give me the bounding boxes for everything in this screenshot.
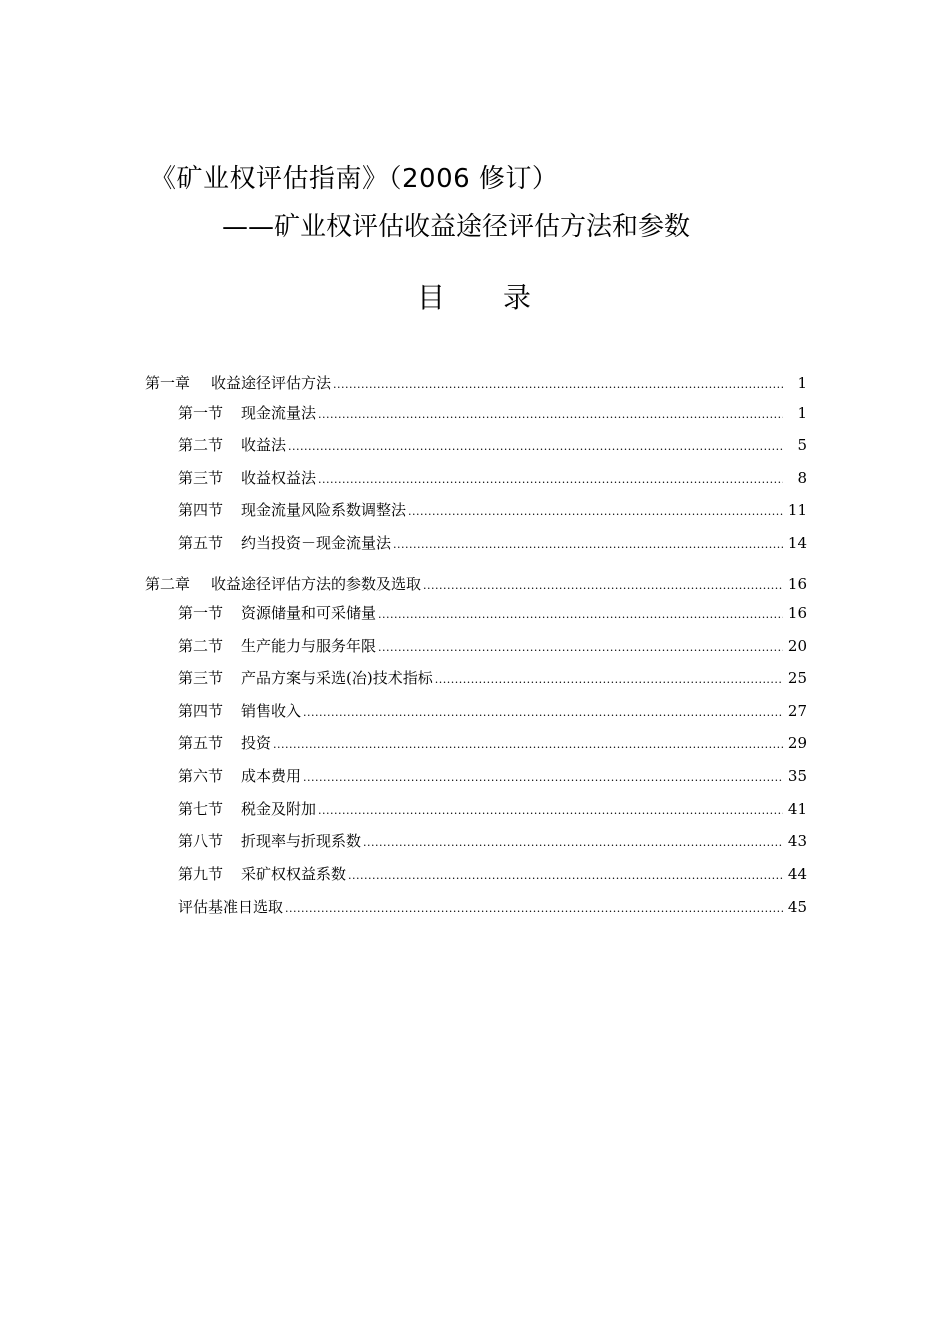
toc-entry-number: 第一节: [178, 604, 224, 622]
toc-dot-leader: [318, 800, 783, 822]
toc-entry-label: 采矿权权益系数: [241, 865, 347, 883]
toc-dot-leader: [408, 501, 783, 523]
toc-entry-number: 第二章: [145, 575, 191, 593]
toc-entry-page: 1: [797, 374, 807, 392]
toc-dot-leader: [423, 575, 783, 597]
toc-entry-section[interactable]: [178, 499, 807, 521]
toc-dot-leader: [378, 637, 783, 659]
toc-entry-label: 收益权益法: [241, 469, 317, 487]
toc-dot-leader: [318, 469, 783, 491]
toc-entry-page: 29: [787, 734, 807, 752]
document-title: 《矿业权评估指南》（2006 修订）: [150, 164, 559, 194]
toc-entry-number: 第一章: [145, 374, 191, 392]
toc-entry-section[interactable]: [178, 896, 807, 918]
toc-entry-page: 45: [787, 898, 807, 916]
toc-entry-label: 折现率与折现系数: [241, 832, 362, 850]
toc-entry-section[interactable]: [178, 667, 807, 689]
toc-entry-page: 16: [787, 604, 807, 622]
toc-entry-section[interactable]: [178, 635, 807, 657]
toc-entry-number: 第四节: [178, 702, 224, 720]
toc-entry-label: 约当投资－现金流量法: [241, 534, 392, 552]
toc-heading: 目录: [416, 281, 589, 314]
toc-entry-number: 第六节: [178, 767, 224, 785]
toc-entry-label: 评估基准日选取: [178, 898, 284, 916]
toc-entry-section[interactable]: [178, 732, 807, 754]
toc-entry-section[interactable]: [178, 532, 807, 554]
toc-entry-section[interactable]: [178, 700, 807, 722]
toc-entry-page: 20: [787, 637, 807, 655]
toc-entry-page: 11: [787, 501, 807, 519]
toc-entry-page: 43: [787, 832, 807, 850]
toc-dot-leader: [333, 374, 783, 396]
toc-entry-label: 收益法: [241, 436, 287, 454]
toc-entry-number: 第五节: [178, 734, 224, 752]
toc-entry-page: 5: [797, 436, 807, 454]
toc-entry-section[interactable]: [178, 602, 807, 624]
toc-entry-number: 第四节: [178, 501, 224, 519]
toc-entry-label: 收益途径评估方法: [211, 374, 332, 392]
toc-entry-page: 8: [797, 469, 807, 487]
toc-entry-label: 生产能力与服务年限: [241, 637, 377, 655]
toc-entry-page: 35: [787, 767, 807, 785]
toc-entry-page: 1: [797, 404, 807, 422]
toc-entry-number: 第五节: [178, 534, 224, 552]
toc-entry-section[interactable]: [178, 765, 807, 787]
toc-entry-chapter-2[interactable]: [145, 573, 807, 595]
toc-dot-leader: [303, 767, 783, 789]
toc-entry-section[interactable]: [178, 830, 807, 852]
toc-entry-section[interactable]: [178, 467, 807, 489]
toc-entry-label: 资源储量和可采储量: [241, 604, 377, 622]
toc-dot-leader: [363, 832, 783, 854]
toc-entry-page: 41: [787, 800, 807, 818]
toc-dot-leader: [318, 404, 783, 426]
toc-dot-leader: [378, 604, 783, 626]
toc-entry-number: 第三节: [178, 669, 224, 687]
toc-entry-page: 44: [787, 865, 807, 883]
toc-entry-number: 第一节: [178, 404, 224, 422]
toc-entry-page: 14: [787, 534, 807, 552]
toc-dot-leader: [348, 865, 783, 887]
toc-entry-label: 产品方案与采选(冶)技术指标: [241, 669, 433, 687]
toc-entry-section[interactable]: [178, 434, 807, 456]
toc-entry-page: 16: [787, 575, 807, 593]
toc-entry-label: 现金流量风险系数调整法: [241, 501, 407, 519]
toc-entry-number: 第八节: [178, 832, 224, 850]
toc-entry-number: 第九节: [178, 865, 224, 883]
toc-entry-label: 现金流量法: [241, 404, 317, 422]
toc-entry-section[interactable]: [178, 798, 807, 820]
toc-dot-leader: [288, 436, 783, 458]
toc-dot-leader: [393, 534, 783, 556]
toc-dot-leader: [303, 702, 783, 724]
toc-entry-number: 第二节: [178, 436, 224, 454]
document-subtitle: ——矿业权评估收益途径评估方法和参数: [222, 212, 691, 242]
toc-entry-label: 销售收入: [241, 702, 302, 720]
toc-entry-number: 第七节: [178, 800, 224, 818]
toc-dot-leader: [273, 734, 783, 756]
toc-entry-label: 投资: [241, 734, 272, 752]
toc-dot-leader: [435, 669, 783, 691]
toc-entry-section[interactable]: [178, 863, 807, 885]
toc-entry-label: 收益途径评估方法的参数及选取: [211, 575, 422, 593]
toc-entry-page: 27: [787, 702, 807, 720]
toc-entry-number: 第二节: [178, 637, 224, 655]
toc-entry-page: 25: [787, 669, 807, 687]
toc-entry-label: 税金及附加: [241, 800, 317, 818]
toc-entry-label: 成本费用: [241, 767, 302, 785]
toc-entry-number: 第三节: [178, 469, 224, 487]
toc-dot-leader: [285, 898, 783, 920]
toc-entry-section[interactable]: [178, 402, 807, 424]
toc-entry-chapter-1[interactable]: [145, 372, 807, 394]
